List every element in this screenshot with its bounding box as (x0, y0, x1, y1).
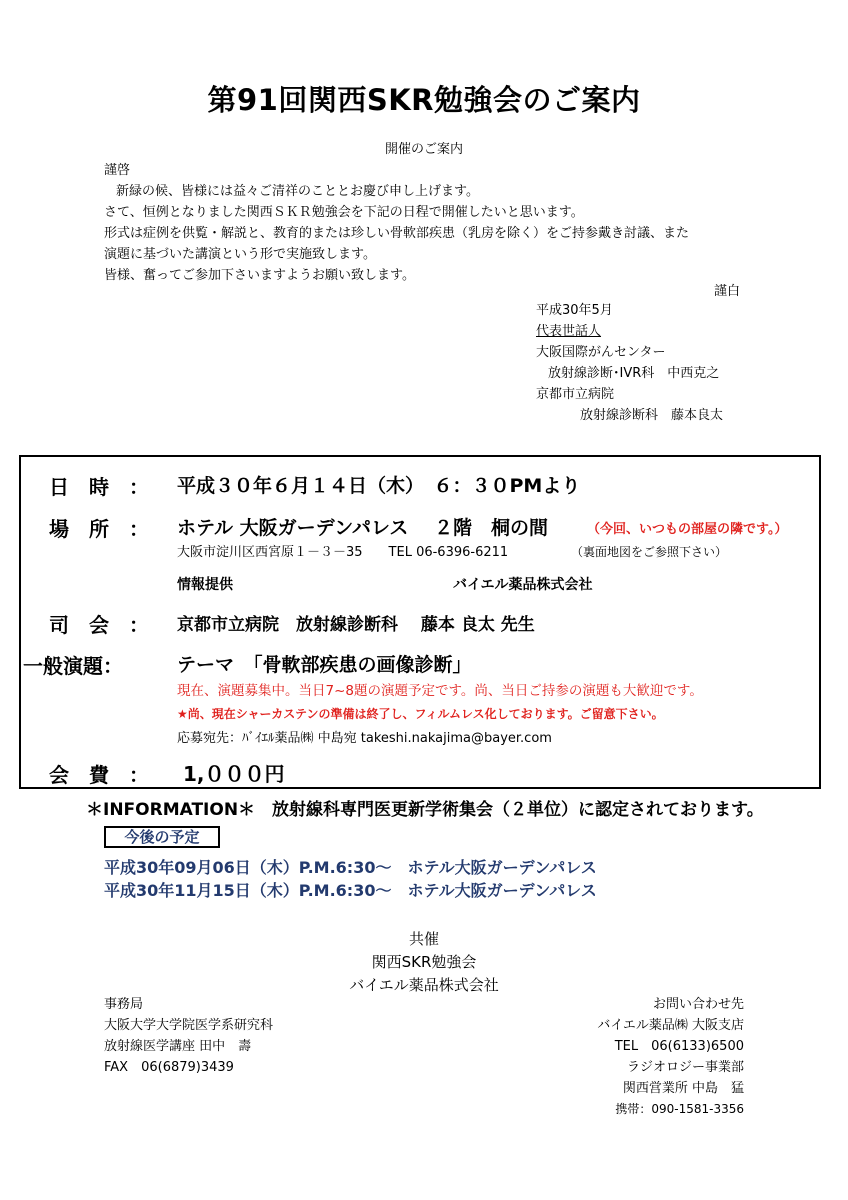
subtitle: 開催のご案内 (384, 142, 463, 157)
office-label: 事務局 (104, 997, 144, 1012)
intro-line: 皆様、奮ってご参加下さいますようお願い致します。 (104, 268, 415, 283)
cohost-org: バイエル薬品株式会社 (349, 976, 499, 994)
cohost-label: 共催 (408, 930, 439, 948)
cohost-org: 関西SKR勉強会 (371, 953, 477, 971)
intro-line: 新緑の候、皆様には益々ご清祥のこととお慶び申し上げます。 (116, 184, 479, 199)
topic-label: 一般演題： (23, 654, 123, 678)
chair-label: 司 会 ： (49, 613, 149, 637)
info-value: バイエル薬品株式会社 (453, 577, 593, 593)
contact-dept: ラジオロジー事業部 (626, 1060, 744, 1075)
contact-company: バイエル薬品㈱ 大阪支店 (597, 1018, 744, 1033)
details-box (19, 455, 821, 789)
contact-mobile: 携帯：090-1581-3356 (615, 1102, 744, 1116)
fee-label: 会 費 ： (49, 763, 149, 787)
signature-block (536, 300, 723, 426)
place-value: ホテル 大阪ガーデンパレス ２階 桐の間 (177, 517, 549, 539)
signature-date: 平成30年5月 (536, 303, 613, 318)
office-fax: FAX 06(6879)3439 (104, 1060, 234, 1075)
information-line: ＊INFORMATION＊ 放射線科専門医更新学術集会（２単位）に認定されております。 (86, 800, 764, 820)
topic-note-warning: ★尚、現在シャーカステンの準備は終了し、フィルムレス化しております。ご留意下さい。 (177, 707, 664, 721)
signature-person: 放射線診断科 藤本良太 (580, 408, 724, 423)
datetime-value: 平成３０年６月１４日（木） ６：３０PMより (177, 475, 581, 497)
closing: 謹白 (714, 284, 741, 299)
submit-address: 応募宛先：ﾊﾞｲｴﾙ薬品㈱ 中島宛 takeshi.nakajima@bayer.com (177, 731, 552, 746)
signature-person: 放射線診断･IVR科 中西克之 (548, 366, 720, 381)
address-note: （裏面地図をご参照下さい） (571, 545, 728, 559)
signature-org: 京都市立病院 (536, 387, 615, 402)
contact-block (597, 994, 744, 1120)
greeting: 謹啓 (104, 163, 131, 178)
signature-role: 代表世話人 (536, 324, 602, 339)
intro-section (104, 160, 689, 286)
contact-person: 関西営業所 中島 猛 (622, 1081, 744, 1096)
schedule-item: 平成30年11月15日（木）P.M.6:30～ ホテル大阪ガーデンパレス (104, 881, 597, 900)
intro-line: 演題に基づいた講演という形で実施致します。 (104, 247, 376, 262)
topic-value: テーマ 「骨軟部疾患の画像診断」 (177, 654, 472, 676)
fee-value: 1,０００円 (183, 762, 285, 786)
address: 大阪市淀川区西宮原１－３－35 TEL 06-6396-6211 (177, 545, 509, 560)
office-dept: 放射線医学講座 田中 壽 (104, 1039, 252, 1054)
office-block (104, 994, 273, 1078)
intro-line: さて、恒例となりました関西ＳＫＲ勉強会を下記の日程で開催したいと思います。 (104, 205, 584, 220)
place-note: （今回、いつもの部屋の隣です。） (587, 522, 788, 537)
signature-org: 大阪国際がんセンター (536, 345, 666, 360)
schedule-item: 平成30年09月06日（木）P.M.6:30～ ホテル大阪ガーデンパレス (104, 858, 597, 877)
chair-value: 京都市立病院 放射線診断科 藤本 良太 先生 (177, 615, 535, 635)
page-title: 第91回関西SKR勉強会のご案内 (207, 83, 641, 117)
place-label: 場 所 ： (49, 517, 149, 541)
contact-label: お問い合わせ先 (652, 997, 744, 1012)
intro-line: 形式は症例を供覧・解説と、教育的または珍しい骨軟部疾患（乳房を除く）をご持参戴き討議、また (104, 226, 690, 241)
contact-tel: TEL 06(6133)6500 (614, 1039, 744, 1054)
datetime-label: 日 時 ： (49, 475, 149, 499)
topic-note: 現在、演題募集中。当日7~8題の演題予定です。尚、当日ご持参の演題も大歓迎です。 (177, 683, 703, 699)
info-label: 情報提供 (177, 577, 233, 593)
schedule-heading: 今後の予定 (104, 826, 220, 848)
office-org: 大阪大学大学院医学系研究科 (104, 1018, 274, 1033)
